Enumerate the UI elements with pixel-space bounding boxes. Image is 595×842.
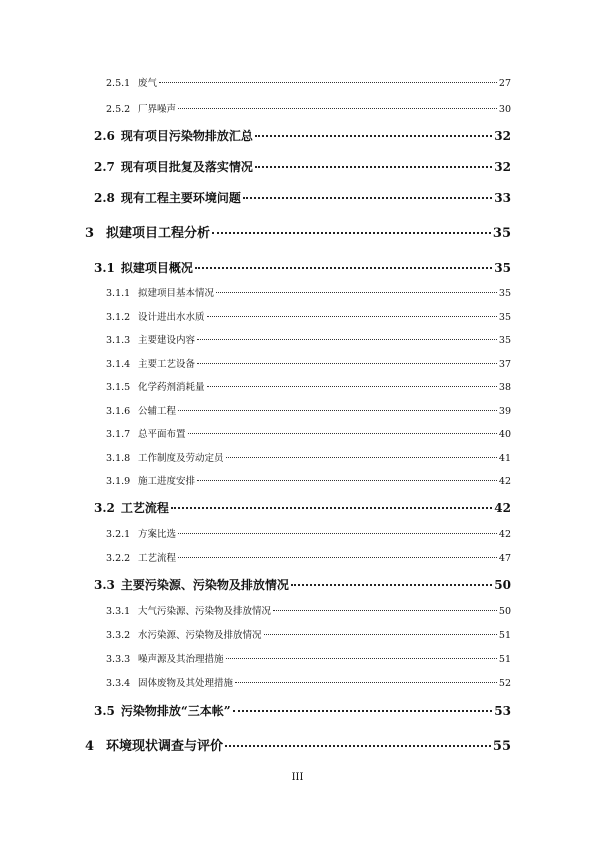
page-number: 39 (498, 406, 511, 417)
dot-leader (212, 219, 491, 234)
dot-leader (197, 330, 497, 341)
toc-entry-3-3-1[interactable] (106, 603, 511, 617)
section-title: 厂界噪声 (138, 104, 177, 115)
section-title: 施工进度安排 (138, 476, 196, 487)
dot-leader (171, 495, 492, 509)
page-number: 30 (498, 104, 511, 115)
chapter-title: 环境现状调查与评价 (106, 739, 224, 754)
chapter-title: 拟建项目工程分析 (106, 226, 211, 241)
section-number: 3.1.7 (106, 429, 131, 440)
section-number: 3.1.9 (106, 476, 131, 487)
dot-leader (273, 601, 497, 612)
page-number: 35 (498, 288, 511, 299)
section-title: 设计进出水水质 (138, 312, 205, 323)
toc-entry-3-2-1[interactable] (106, 526, 511, 540)
section-title: 大气污染源、污染物及排放情况 (138, 606, 272, 617)
dot-leader (226, 448, 497, 459)
dot-leader (197, 471, 497, 482)
dot-leader (207, 307, 497, 318)
section-number: 3.1.4 (106, 359, 131, 370)
toc-entry-3-1-1[interactable] (106, 285, 511, 299)
section-title: 噪声源及其治理措施 (138, 654, 224, 665)
page-number: 50 (498, 606, 511, 617)
section-number: 3.3.3 (106, 654, 131, 665)
toc-entry-3-1-9[interactable] (106, 473, 511, 487)
chapter-number: 3 (85, 226, 95, 241)
section-title: 拟建项目基本情况 (138, 288, 215, 299)
page-number: 55 (492, 739, 511, 754)
toc-entry-3-1-3[interactable] (106, 332, 511, 346)
section-title: 固体废物及其处理措施 (138, 678, 234, 689)
page-number: 41 (498, 453, 511, 464)
page-number: 53 (494, 704, 511, 718)
dot-leader (178, 548, 497, 559)
dot-leader (235, 673, 497, 684)
toc-entry-3-2-2[interactable] (106, 550, 511, 564)
toc-entry-3-3[interactable] (94, 575, 511, 593)
section-number: 3.2.2 (106, 553, 131, 564)
section-title: 废气 (138, 78, 158, 89)
section-number: 3.5 (94, 704, 115, 718)
dot-leader (178, 99, 497, 110)
section-title: 化学药剂消耗量 (138, 382, 205, 393)
section-title: 公辅工程 (138, 406, 177, 417)
section-number: 3.1.2 (106, 312, 131, 323)
dot-leader (207, 377, 497, 388)
section-number: 3.3.4 (106, 678, 131, 689)
toc-entry-3-3-4[interactable] (106, 675, 511, 689)
section-number: 3.1.8 (106, 453, 131, 464)
toc-entry-3-3-3[interactable] (106, 651, 511, 665)
toc-entry-3-1-7[interactable] (106, 426, 511, 440)
toc-entry-3[interactable] (85, 222, 511, 241)
section-title: 现有工程主要环境问题 (120, 191, 241, 205)
toc-entry-2-5-2[interactable] (106, 101, 511, 115)
dot-leader (195, 255, 492, 269)
toc-entry-3-1-6[interactable] (106, 403, 511, 417)
dot-leader (243, 185, 492, 199)
page-number: 35 (498, 335, 511, 346)
page-number: 50 (494, 578, 511, 592)
toc-entry-3-1[interactable] (94, 258, 511, 276)
page-number: 42 (494, 501, 511, 515)
toc-entry-2-8[interactable] (94, 188, 511, 206)
page-number: 35 (492, 226, 511, 241)
section-number: 3.1 (94, 261, 115, 275)
section-title: 方案比选 (138, 529, 177, 540)
page-number: 35 (494, 261, 511, 275)
dot-leader (264, 625, 497, 636)
toc-entry-3-1-4[interactable] (106, 356, 511, 370)
page-number: 35 (498, 312, 511, 323)
dot-leader (255, 123, 492, 137)
section-number: 2.7 (94, 160, 115, 174)
dot-leader (255, 154, 492, 168)
section-title: 现有项目污染物排放汇总 (120, 129, 253, 143)
page-number: 52 (498, 678, 511, 689)
chapter-number: 4 (85, 739, 95, 754)
dot-leader (233, 698, 493, 712)
dot-leader (225, 732, 491, 747)
section-title: 水污染源、污染物及排放情况 (138, 630, 262, 641)
section-title: 工艺流程 (120, 501, 169, 515)
section-title: 主要建设内容 (138, 335, 196, 346)
page-number: 32 (494, 129, 511, 143)
section-number: 3.3 (94, 578, 115, 592)
toc-entry-3-1-8[interactable] (106, 450, 511, 464)
section-title: 主要工艺设备 (138, 359, 196, 370)
dot-leader (197, 354, 497, 365)
section-title: 总平面布置 (138, 429, 186, 440)
page-number: 33 (494, 191, 511, 205)
page-number: 42 (498, 529, 511, 540)
section-number: 3.1.5 (106, 382, 131, 393)
page-number: 32 (494, 160, 511, 174)
section-title: 现有项目批复及落实情况 (120, 160, 253, 174)
dot-leader (159, 73, 497, 84)
section-number: 2.5.1 (106, 78, 131, 89)
section-number: 3.1.1 (106, 288, 131, 299)
section-title: 工作制度及劳动定员 (138, 453, 224, 464)
section-number: 3.2 (94, 501, 115, 515)
toc-entry-3-5[interactable] (94, 701, 511, 719)
page-number: 40 (498, 429, 511, 440)
page-number: 27 (498, 78, 511, 89)
section-title: 拟建项目概况 (120, 261, 193, 275)
dot-leader (216, 283, 497, 294)
section-number: 2.6 (94, 129, 115, 143)
toc-entry-3-3-2[interactable] (106, 627, 511, 641)
dot-leader (226, 649, 497, 660)
toc-entry-2-5-1[interactable] (106, 75, 511, 89)
section-title: 工艺流程 (138, 553, 177, 564)
dot-leader (178, 524, 497, 535)
dot-leader (178, 401, 497, 412)
section-number: 2.8 (94, 191, 115, 205)
section-number: 3.1.3 (106, 335, 131, 346)
toc-entry-3-1-2[interactable] (106, 309, 511, 323)
section-number: 3.2.1 (106, 529, 131, 540)
section-number: 3.3.1 (106, 606, 131, 617)
dot-leader (291, 572, 492, 586)
toc-entry-4[interactable] (85, 735, 511, 754)
page-number: 38 (498, 382, 511, 393)
section-title: 主要污染源、污染物及排放情况 (120, 578, 289, 592)
section-number: 2.5.2 (106, 104, 131, 115)
dot-leader (188, 424, 497, 435)
section-number: 3.3.2 (106, 630, 131, 641)
toc-entry-2-6[interactable] (94, 126, 511, 144)
section-number: 3.1.6 (106, 406, 131, 417)
page-number: 47 (498, 553, 511, 564)
toc-entry-2-7[interactable] (94, 157, 511, 175)
page-footer-number: III (291, 772, 304, 783)
toc-entry-3-2[interactable] (94, 498, 511, 516)
toc-entry-3-1-5[interactable] (106, 379, 511, 393)
page-number: 51 (498, 654, 511, 665)
page-number: 42 (498, 476, 511, 487)
section-title: 污染物排放“三本帐” (120, 704, 231, 718)
page-number: 51 (498, 630, 511, 641)
page-number: 37 (498, 359, 511, 370)
